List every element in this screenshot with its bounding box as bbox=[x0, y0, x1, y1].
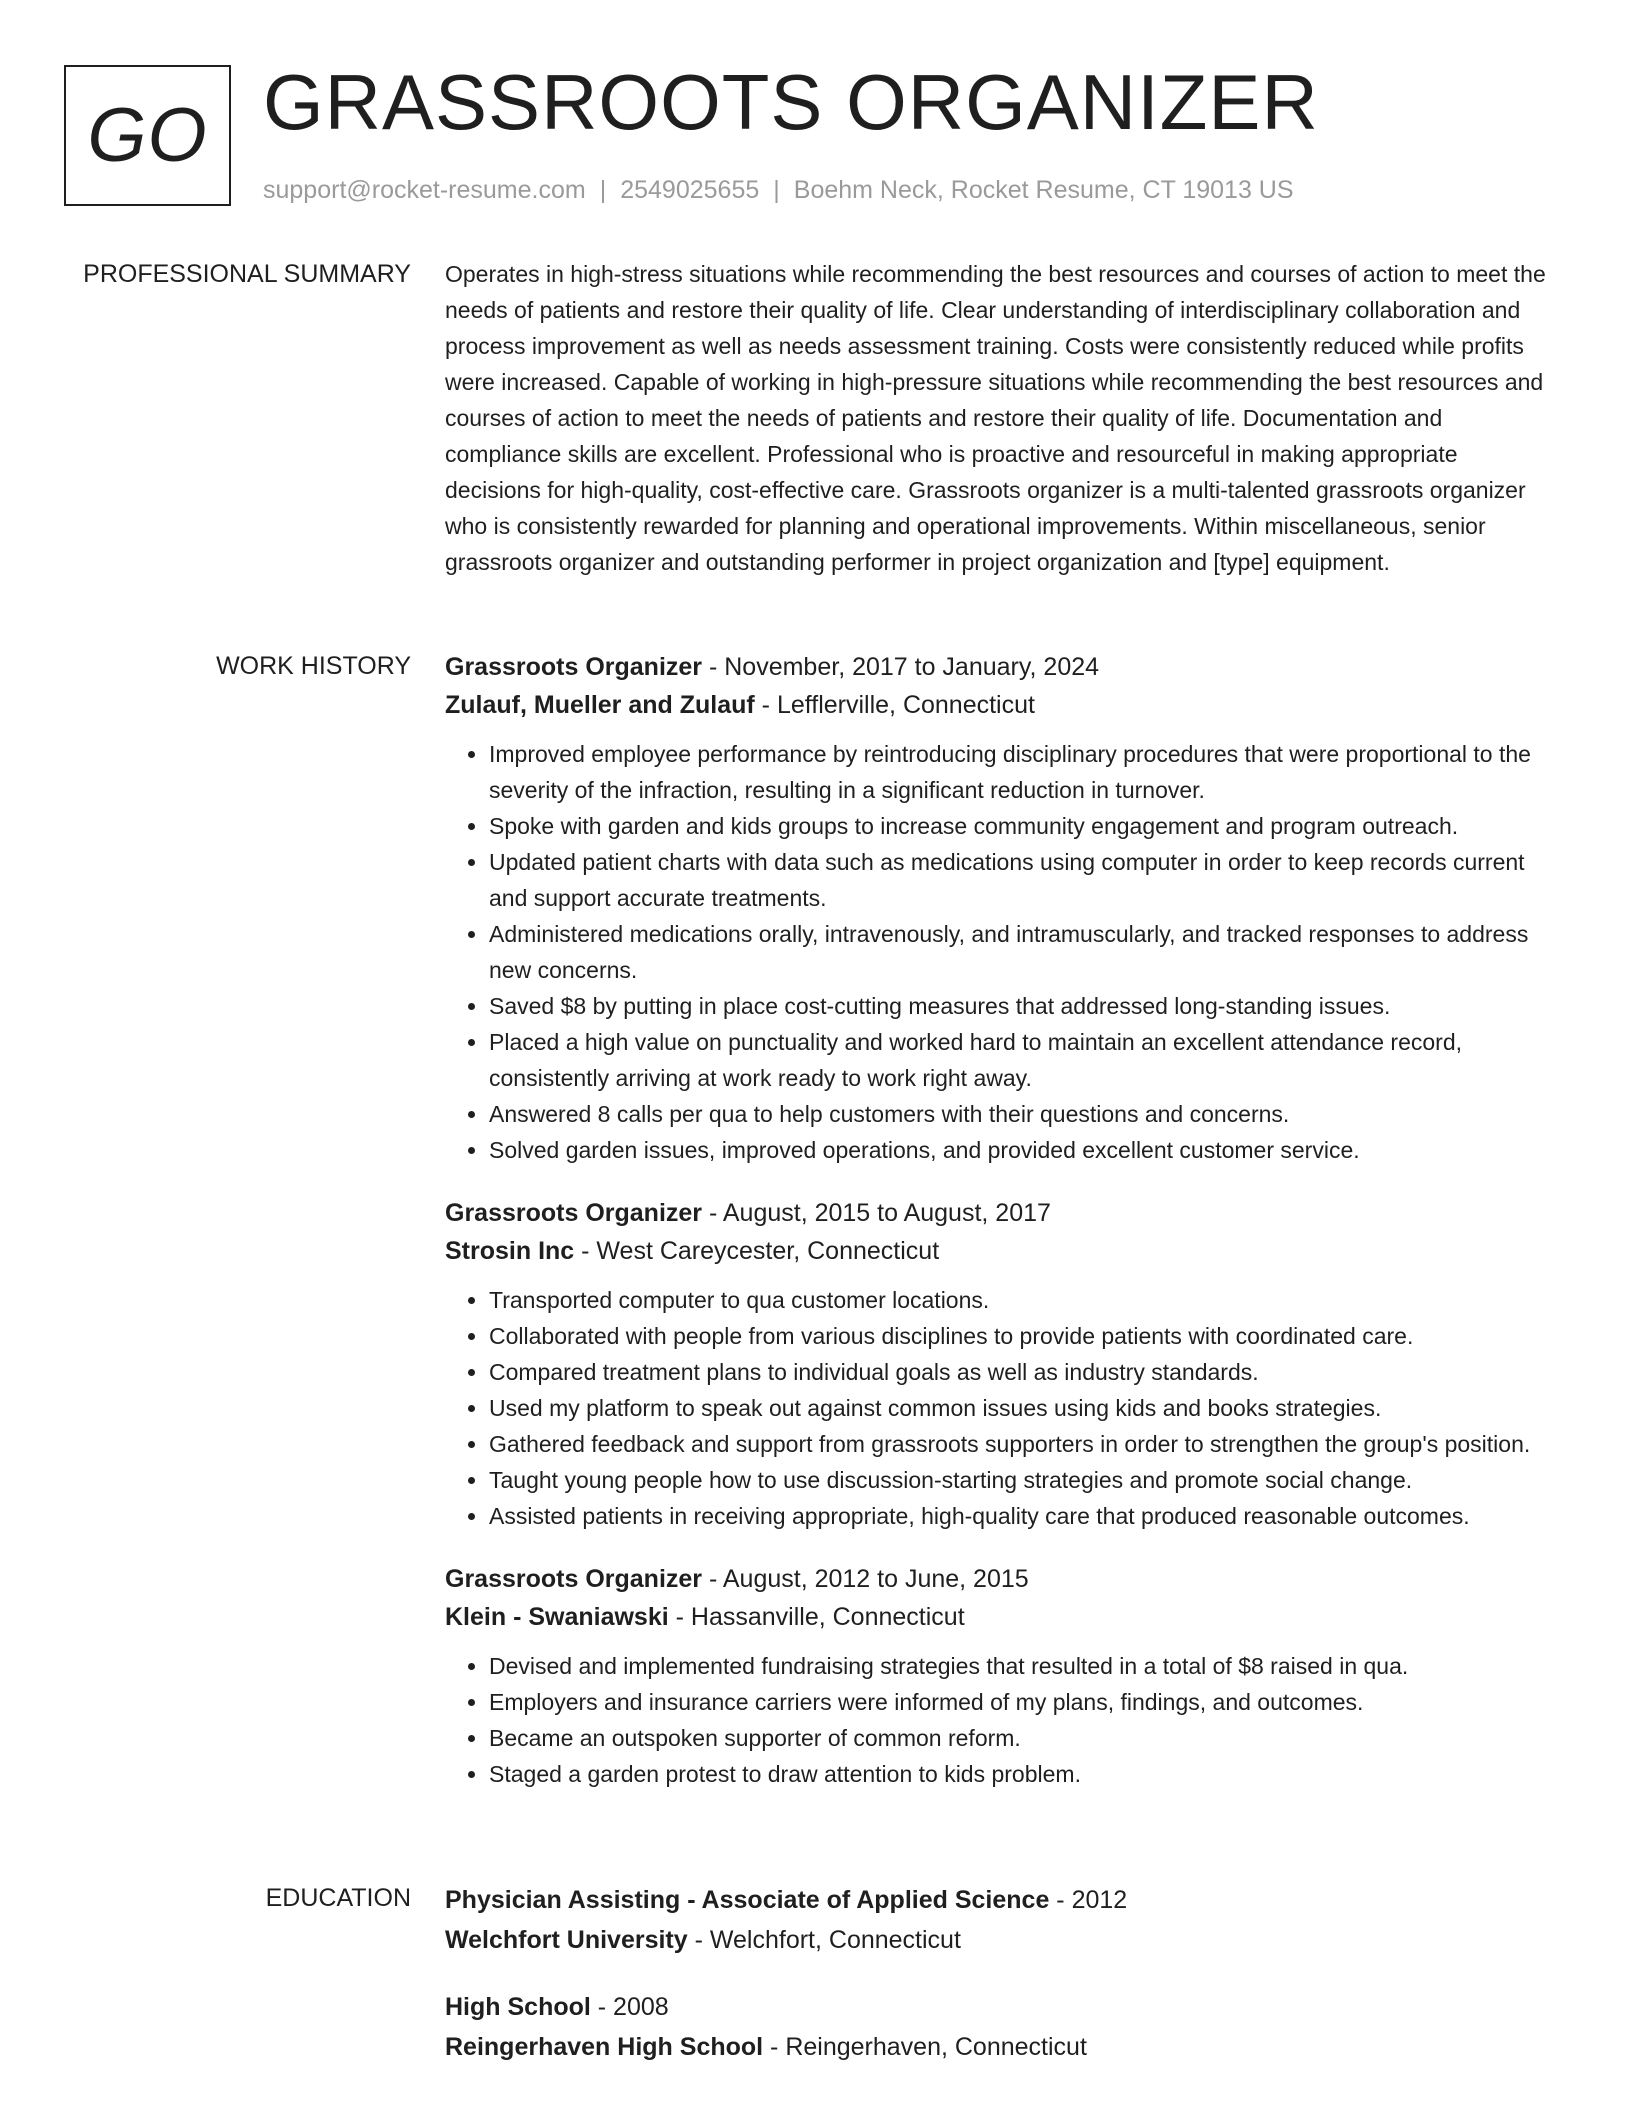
contact-separator: | bbox=[599, 176, 607, 204]
job-bullet: • Improved employee performance by reintroducing disciplinary procedures that were proportional to the severity of the infraction, resulting in a significant reduction in turnover. bbox=[489, 736, 1555, 808]
job-bullet: • Solved garden issues, improved operations, and provided excellent customer service. bbox=[489, 1132, 1555, 1168]
job-bullet: • Compared treatment plans to individual goals as well as industry standards. bbox=[489, 1354, 1555, 1390]
job-dates: - November, 2017 to January, 2024 bbox=[702, 653, 1100, 681]
job-title-line bbox=[445, 648, 1555, 686]
degree-year: - 2012 bbox=[1049, 1886, 1128, 1914]
job-location: - Lefflerville, Connecticut bbox=[754, 691, 1035, 719]
job-entry bbox=[445, 648, 1555, 1168]
job-bullets bbox=[445, 736, 1555, 1168]
work-history-label: WORK HISTORY bbox=[216, 652, 411, 680]
job-bullet: • Answered 8 calls per qua to help customers with their questions and concerns. bbox=[489, 1096, 1555, 1132]
job-bullet: • Updated patient charts with data such as medications using computer in order to keep records current and support accurate treatments. bbox=[489, 844, 1555, 916]
job-dates: - August, 2015 to August, 2017 bbox=[702, 1199, 1051, 1227]
education-label: EDUCATION bbox=[265, 1884, 411, 1912]
job-company: Zulauf, Mueller and Zulauf bbox=[445, 691, 755, 719]
job-company-line bbox=[445, 1598, 1555, 1636]
job-bullet: • Became an outspoken supporter of common reform. bbox=[489, 1720, 1555, 1756]
monogram-initials: GO bbox=[87, 93, 208, 178]
job-bullet: • Employers and insurance carriers were informed of my plans, findings, and outcomes. bbox=[489, 1684, 1555, 1720]
degree-name: Physician Assisting - Associate of Applied Science bbox=[445, 1886, 1050, 1914]
school-name: Welchfort University bbox=[445, 1926, 688, 1954]
education-entry bbox=[445, 1987, 1555, 2067]
job-location: - Hassanville, Connecticut bbox=[668, 1603, 965, 1631]
job-title-line bbox=[445, 1194, 1555, 1232]
job-dates: - August, 2012 to June, 2015 bbox=[702, 1565, 1029, 1593]
school-location: - Welchfort, Connecticut bbox=[687, 1926, 961, 1954]
job-bullet: • Devised and implemented fundraising strategies that resulted in a total of $8 raised in qua. bbox=[489, 1648, 1555, 1684]
job-company-line bbox=[445, 1232, 1555, 1270]
school-name: Reingerhaven High School bbox=[445, 2033, 764, 2061]
contact-address: Boehm Neck, Rocket Resume, CT 19013 US bbox=[793, 176, 1294, 204]
school-location: - Reingerhaven, Connecticut bbox=[763, 2033, 1087, 2061]
summary-label: PROFESSIONAL SUMMARY bbox=[83, 260, 411, 288]
contact-line bbox=[263, 174, 1294, 206]
education-entry bbox=[445, 1880, 1555, 1960]
degree-name: High School bbox=[445, 1993, 591, 2021]
summary-text: Operates in high-stress situations while recommending the best resources and courses of action to meet the needs of patients and restore their quality of life. Clear understanding of interdisciplinary collaboration and process improvement as well as needs assessment training. Costs were consistently reduced while profits were increased. Capable of working in high-pressure situations while recommending the best resources and courses of action to meet the needs of patients and restore their quality of life. Documentation and compliance skills are excellent. Professional who is proactive and resourceful in making appropriate decisions for high-quality, cost-effective care. Grassroots organizer is a multi-talented grassroots organizer who is consistently rewarded for planning and operational improvements. Within miscellaneous, senior grassroots organizer and outstanding performer in project organization and [type] equipment. bbox=[445, 261, 1546, 575]
job-bullets bbox=[445, 1648, 1555, 1792]
job-list bbox=[445, 648, 1555, 1818]
job-bullet: • Spoke with garden and kids groups to increase community engagement and program outreach. bbox=[489, 808, 1555, 844]
job-bullet: • Transported computer to qua customer locations. bbox=[489, 1282, 1555, 1318]
job-title-line bbox=[445, 1560, 1555, 1598]
job-bullet: • Collaborated with people from various disciplines to provide patients with coordinated care. bbox=[489, 1318, 1555, 1354]
job-company-line bbox=[445, 686, 1555, 724]
degree-year: - 2008 bbox=[590, 1993, 669, 2021]
contact-phone: 2549025655 bbox=[620, 176, 760, 204]
contact-separator: | bbox=[773, 176, 780, 204]
job-bullet: • Taught young people how to use discussion-starting strategies and promote social change. bbox=[489, 1462, 1555, 1498]
school-line bbox=[445, 2027, 1555, 2067]
job-bullet: • Gathered feedback and support from grassroots supporters in order to strengthen the group's position. bbox=[489, 1426, 1555, 1462]
candidate-name: GRASSROOTS ORGANIZER bbox=[263, 58, 1319, 146]
education-list bbox=[445, 1880, 1555, 2094]
job-bullet: • Saved $8 by putting in place cost-cutting measures that addressed long-standing issues. bbox=[489, 988, 1555, 1024]
degree-line bbox=[445, 1880, 1555, 1920]
job-bullet: • Assisted patients in receiving appropriate, high-quality care that produced reasonable outcomes. bbox=[489, 1498, 1555, 1534]
school-line bbox=[445, 1920, 1555, 1960]
job-bullet: • Used my platform to speak out against common issues using kids and books strategies. bbox=[489, 1390, 1555, 1426]
job-company: Klein - Swaniawski bbox=[445, 1603, 669, 1631]
monogram-box bbox=[64, 65, 231, 206]
contact-email: support@rocket-resume.com bbox=[263, 176, 586, 204]
job-bullet: • Placed a high value on punctuality and worked hard to maintain an excellent attendance record, consistently arriving at work ready to work right away. bbox=[489, 1024, 1555, 1096]
job-title: Grassroots Organizer bbox=[445, 653, 703, 681]
job-bullet: • Administered medications orally, intravenously, and intramuscularly, and tracked responses to address new concerns. bbox=[489, 916, 1555, 988]
job-entry bbox=[445, 1194, 1555, 1534]
job-company: Strosin Inc bbox=[445, 1237, 575, 1265]
job-entry bbox=[445, 1560, 1555, 1792]
job-title: Grassroots Organizer bbox=[445, 1199, 703, 1227]
job-title: Grassroots Organizer bbox=[445, 1565, 703, 1593]
job-bullets bbox=[445, 1282, 1555, 1534]
job-bullet: • Staged a garden protest to draw attention to kids problem. bbox=[489, 1756, 1555, 1792]
degree-line bbox=[445, 1987, 1555, 2027]
job-location: - West Careycester, Connecticut bbox=[574, 1237, 940, 1265]
